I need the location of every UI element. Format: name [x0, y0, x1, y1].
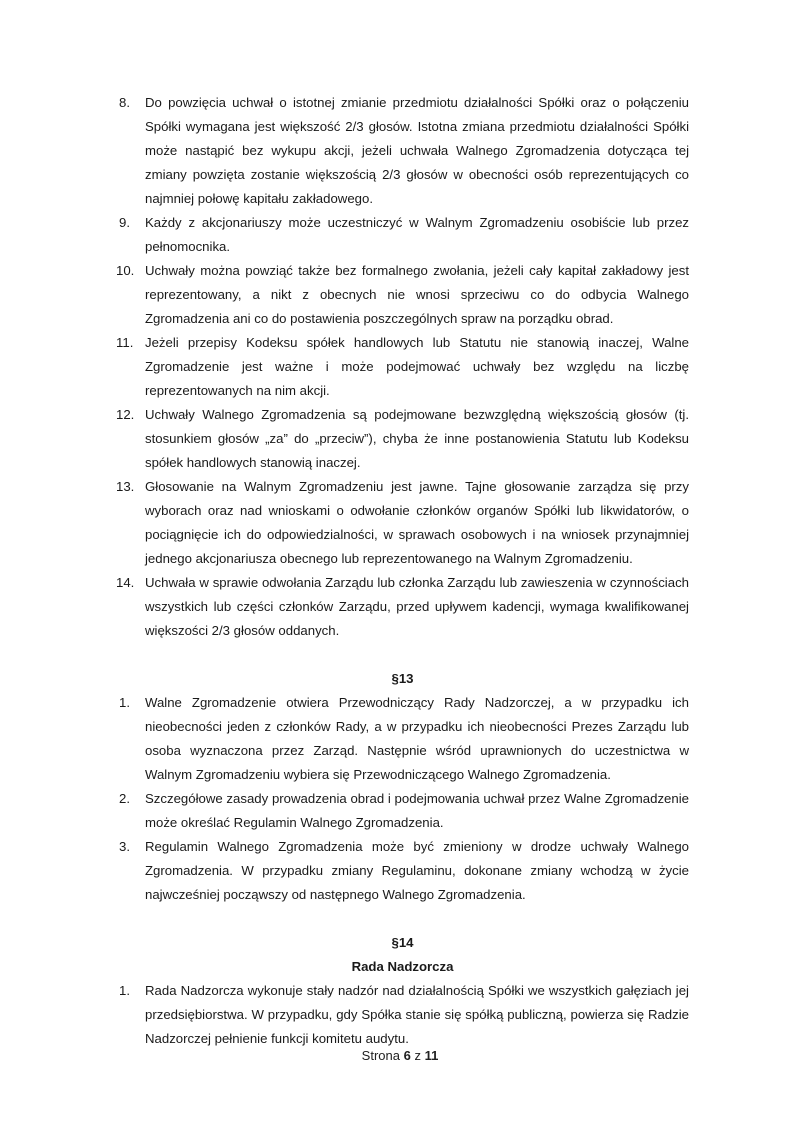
- item-number: 10.: [116, 263, 135, 278]
- list-item: [116, 331, 689, 403]
- item-number: 14.: [116, 575, 135, 590]
- list-item: [116, 835, 689, 907]
- item-number: 1.: [119, 695, 130, 710]
- list-item: [116, 259, 689, 331]
- item-text: Uchwała w sprawie odwołania Zarządu lub członka Zarządu lub zawieszenia w czynnościach wszystkich lub części członków Zarządu, przed upływem kadencji, wymaga kwalifikowanej większości 2/3 głosów oddanych.: [145, 575, 689, 638]
- list-item: [116, 691, 689, 787]
- section-spacer: [116, 643, 689, 667]
- item-number: 9.: [119, 215, 130, 230]
- item-number: 3.: [119, 839, 130, 854]
- document-body: [116, 91, 689, 1051]
- page-footer: [0, 1047, 800, 1065]
- item-text: Walne Zgromadzenie otwiera Przewodniczący Rady Nadzorczej, a w przypadku ich nieobecności jeden z członków Rady, a w przypadku ich nieobecności Prezes Zarządu lub osoba wyznaczona przez Zarząd. Następnie wśród uprawnionych do uczestnictwa w Walnym Zgromadzeniu wybiera się Przewodniczącego Walnego Zgromadzenia.: [145, 695, 689, 782]
- list-item: [116, 403, 689, 475]
- list-item: [116, 787, 689, 835]
- item-text: Rada Nadzorcza wykonuje stały nadzór nad działalnością Spółki we wszystkich gałęziach jej przedsiębiorstwa. W przypadku, gdy Spółka stanie się spółką publiczną, powierza się Radzie Nadzorczej pełnienie funkcji komitetu audytu.: [145, 983, 689, 1046]
- item-number: 2.: [119, 791, 130, 806]
- item-text: Każdy z akcjonariuszy może uczestniczyć w Walnym Zgromadzeniu osobiście lub przez pełnomocnika.: [145, 215, 689, 254]
- item-text: Do powzięcia uchwał o istotnej zmianie przedmiotu działalności Spółki oraz o połączeniu Spółki wymagana jest większość 2/3 głosów. Istotna zmiana przedmiotu działalności Spółki może nastąpić bez wykupu akcji, jeżeli uchwała Walnego Zgromadzenia dotycząca tej zmiany powzięta zostanie większością 2/3 głosów w obecności osób reprezentujących co najmniej połowę kapitału zakładowego.: [145, 95, 689, 206]
- page-separator: z: [414, 1048, 421, 1063]
- item-text: Uchwały można powziąć także bez formalnego zwołania, jeżeli cały kapitał zakładowy jest reprezentowany, a nikt z obecnych nie wnosi sprzeciwu co do odbycia Walnego Zgromadzenia ani co do postawienia poszczególnych spraw na porządku obrad.: [145, 263, 689, 326]
- item-number: 13.: [116, 479, 135, 494]
- list-item: [116, 211, 689, 259]
- item-number: 12.: [116, 407, 135, 422]
- section-14-heading: §14: [391, 935, 414, 950]
- section-spacer: [116, 907, 689, 931]
- item-text: Głosowanie na Walnym Zgromadzeniu jest jawne. Tajne głosowanie zarządza się przy wyborach oraz nad wnioskami o odwołanie członków organów Spółki lub likwidatorów, o pociągnięcie ich do odpowiedzialności, w sprawach osobowych i na wniosek przynajmniej jednego akcjonariusza obecnego lub reprezentowanego na Walnym Zgromadzeniu.: [145, 479, 689, 566]
- item-number: 1.: [119, 983, 130, 998]
- section-14-title: Rada Nadzorcza: [351, 959, 454, 974]
- list-item: [116, 475, 689, 571]
- current-page-number: 6: [403, 1048, 411, 1063]
- list-item: [116, 91, 689, 211]
- item-text: Regulamin Walnego Zgromadzenia może być zmieniony w drodze uchwały Walnego Zgromadzenia. W przypadku zmiany Regulaminu, dokonane zmiany wchodzą w życie najwcześniej począwszy od następnego Walnego Zgromadzenia.: [145, 839, 689, 902]
- item-text: Jeżeli przepisy Kodeksu spółek handlowych lub Statutu nie stanowią inaczej, Walne Zgromadzenie jest ważne i może podejmować uchwały bez względu na liczbę reprezentowanych na nim akcji.: [145, 335, 689, 398]
- section-13-heading: §13: [391, 671, 414, 686]
- section-14-list: [116, 979, 689, 1051]
- section-12-continued-list: [116, 91, 689, 643]
- item-number: 11.: [116, 335, 134, 350]
- page-label: Strona: [361, 1048, 400, 1063]
- list-item: [116, 571, 689, 643]
- section-13-list: [116, 691, 689, 907]
- list-item: [116, 979, 689, 1051]
- item-text: Uchwały Walnego Zgromadzenia są podejmowane bezwzględną większością głosów (tj. stosunkiem głosów „za” do „przeciw”), chyba że inne postanowienia Statutu lub Kodeksu spółek handlowych stanowią inaczej.: [145, 407, 689, 470]
- item-number: 8.: [119, 95, 130, 110]
- total-pages-number: 11: [424, 1048, 439, 1063]
- item-text: Szczegółowe zasady prowadzenia obrad i podejmowania uchwał przez Walne Zgromadzenie może określać Regulamin Walnego Zgromadzenia.: [145, 791, 689, 830]
